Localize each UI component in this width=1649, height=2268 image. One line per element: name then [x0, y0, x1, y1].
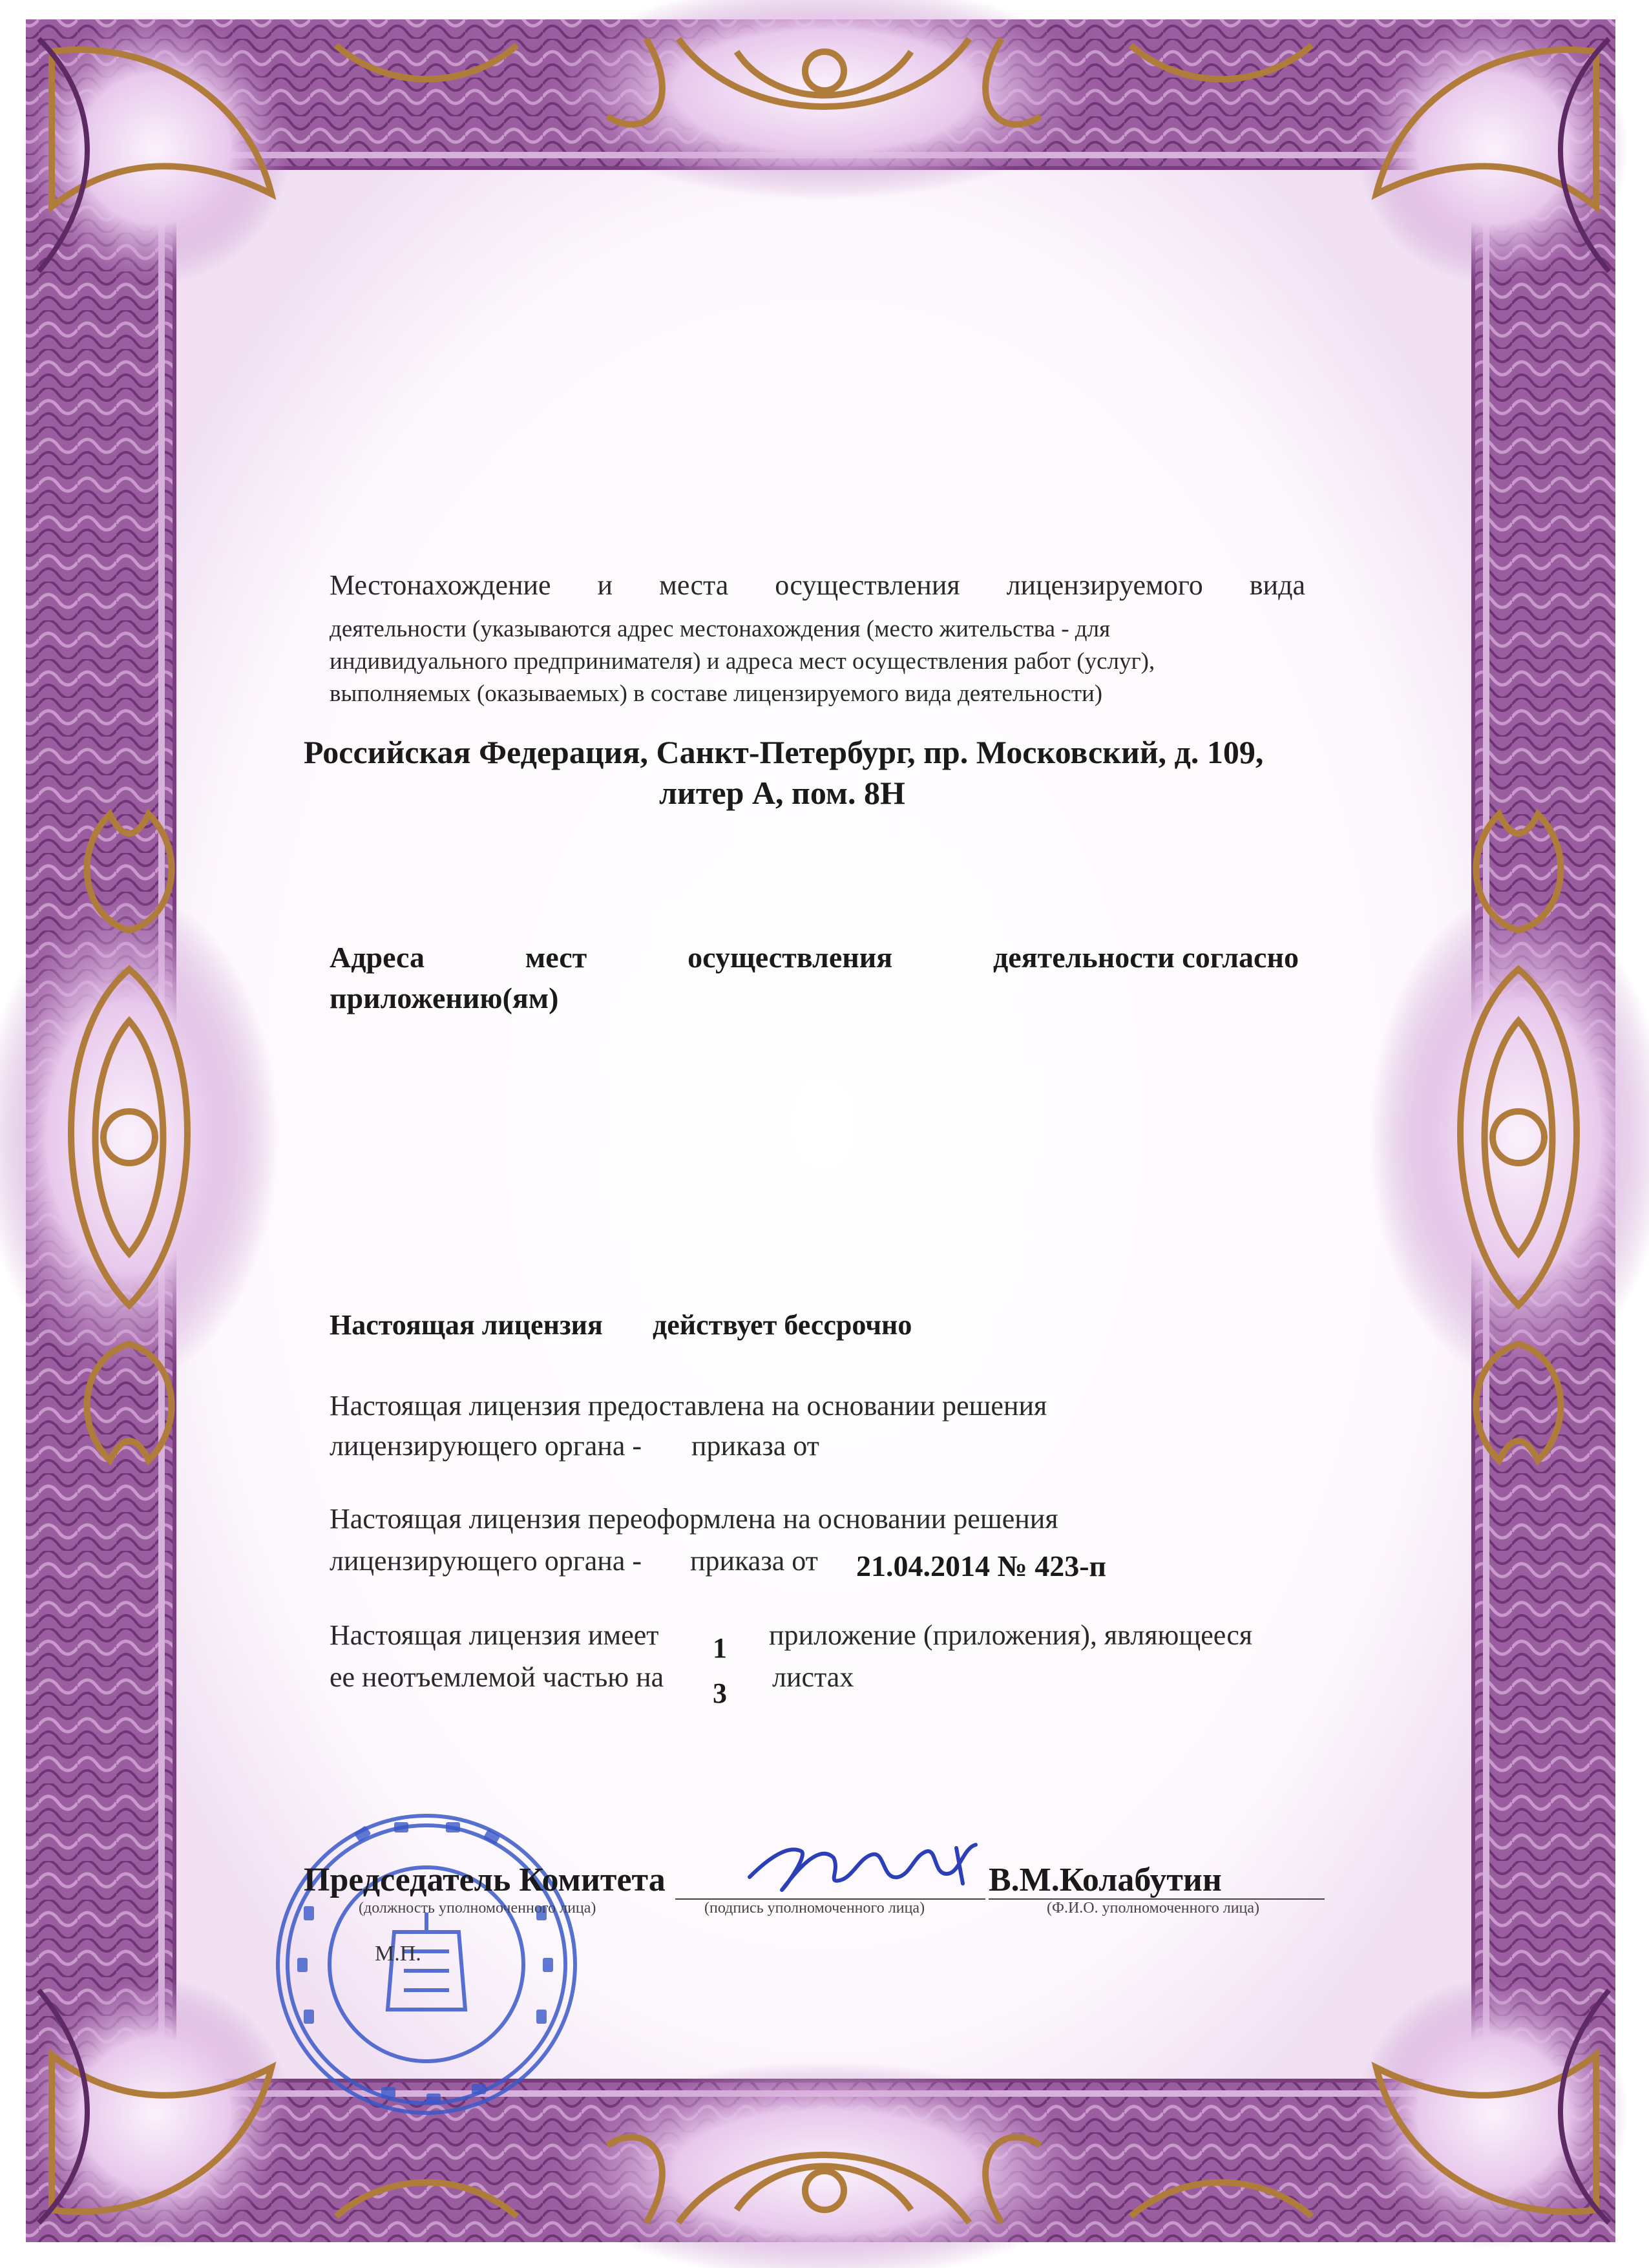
reissued-line2-order: приказа от — [690, 1545, 818, 1577]
location-heading-line3: индивидуального предпринимателя) и адреса мест осуществления работ (услуг), — [330, 648, 1155, 675]
address-line1: Российская Федерация, Санкт-Петербург, пр. Московский, д. 109, — [304, 734, 1264, 770]
addresses-note-line2: приложению(ям) — [330, 982, 559, 1014]
stamp-place-label: М.П. — [375, 1942, 421, 1966]
caption-signature: (подпись уполномоченного лица) — [704, 1900, 925, 1916]
handwritten-signature — [743, 1819, 1014, 1909]
location-heading-line4: выполняемых (оказываемых) в составе лицензируемого вида деятельности) — [330, 680, 1103, 707]
validity-label: Настоящая лицензия — [330, 1309, 603, 1341]
granted-line1: Настоящая лицензия предоставлена на основании решения — [330, 1390, 1047, 1422]
reissued-order-date-number: 21.04.2014 № 423-п — [856, 1549, 1107, 1582]
signatory-name: В.М.Колабутин — [989, 1862, 1222, 1898]
location-heading-line2: деятельности (указываются адрес местонахождения (место жительства - для — [330, 616, 1111, 642]
appendix-line1-prefix: Настоящая лицензия имеет — [330, 1619, 659, 1651]
location-heading-line1: Местонахождение и места осуществления лицензируемого вида — [330, 569, 1305, 601]
granted-line2-order: приказа от — [691, 1430, 819, 1462]
appendix-count: 1 — [713, 1632, 727, 1664]
caption-name: (Ф.И.О. уполномоченного лица) — [1047, 1900, 1260, 1916]
caption-position: (должность уполномоченного лица) — [359, 1900, 596, 1916]
signatory-position: Председатель Комитета — [304, 1862, 666, 1898]
appendix-line2-suffix: листах — [772, 1661, 854, 1693]
validity-value: действует бессрочно — [653, 1309, 912, 1341]
appendix-sheets: 3 — [713, 1677, 727, 1709]
appendix-line1-suffix: приложение (приложения), являющееся — [769, 1619, 1253, 1651]
addresses-note-line1: Адреса мест осуществления деятельности согласно — [330, 941, 1299, 974]
address-line2: литер А, пом. 8Н — [659, 775, 905, 811]
reissued-line1: Настоящая лицензия переоформлена на основании решения — [330, 1503, 1058, 1535]
appendix-line2-prefix: ее неотъемлемой частью на — [330, 1661, 664, 1693]
frame-inner-field — [174, 168, 1473, 2081]
round-seal-stamp — [265, 1803, 588, 2126]
reissued-line2-label: лицензирующего органа - — [330, 1545, 642, 1577]
granted-line2-label: лицензирующего органа - — [330, 1430, 642, 1462]
